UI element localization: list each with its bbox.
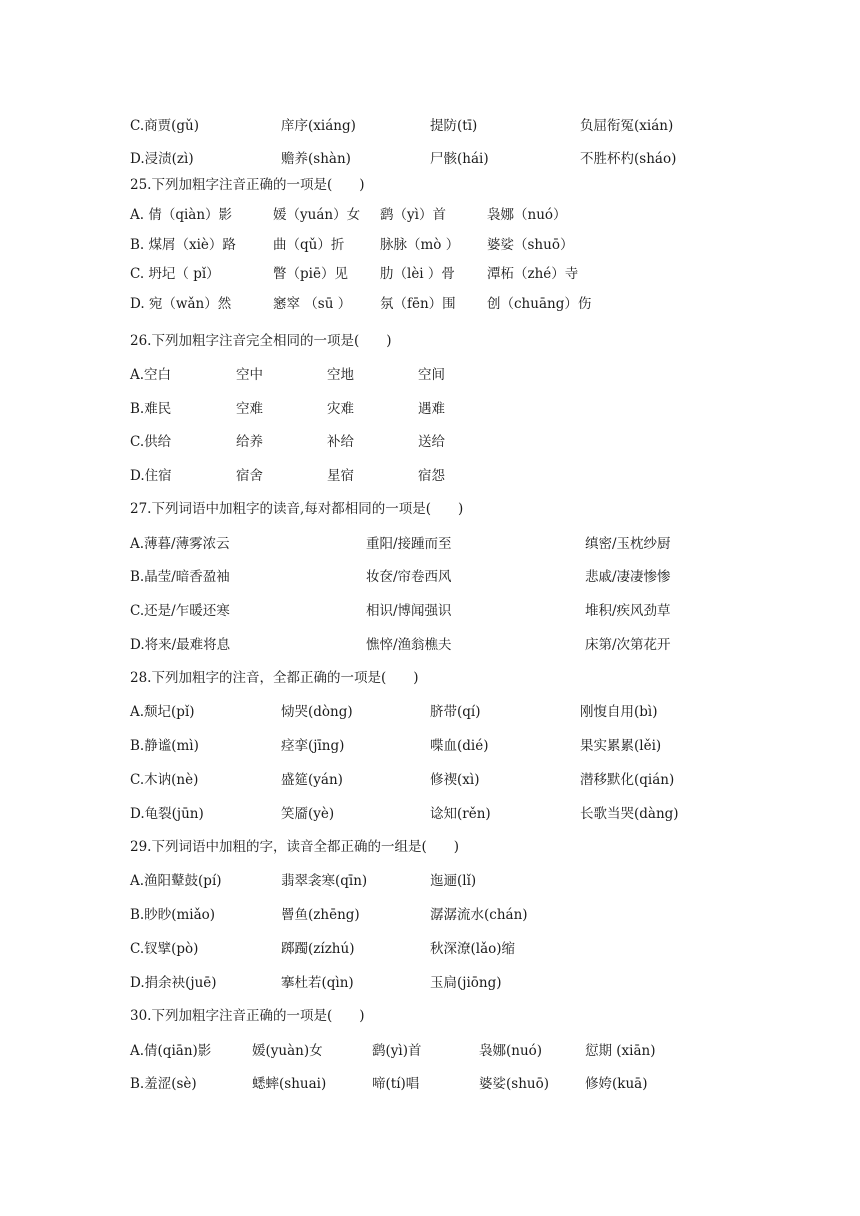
option-cell: 宿怨 bbox=[418, 468, 445, 484]
option-cell: 空难 bbox=[236, 401, 263, 417]
option-cell: 窸窣 （sū ） bbox=[273, 296, 352, 312]
option-cell: 恸哭(dòng) bbox=[281, 704, 353, 720]
option-cell: 鹞(yì)首 bbox=[372, 1043, 422, 1059]
option-cell: 肋（lèi ）骨 bbox=[380, 266, 455, 282]
option-cell: 妆奁/帘卷西风 bbox=[366, 569, 452, 585]
option-cell: 赡养(shàn) bbox=[281, 151, 351, 167]
question-stem: 25.下列加粗字注音正确的一项是( ) bbox=[130, 177, 365, 193]
option-cell: 袅娜(nuó) bbox=[479, 1043, 543, 1059]
option-cell: 痉挛(jīng) bbox=[281, 738, 345, 754]
question-stem: 26.下列加粗字注音完全相同的一项是( ) bbox=[130, 333, 392, 349]
option-cell: 婆娑（shuō） bbox=[487, 237, 574, 253]
option-cell: C.钗擘(pò) bbox=[130, 941, 199, 957]
option-cell: 玉扃(jiōng) bbox=[430, 975, 502, 991]
option-cell: 脐带(qí) bbox=[430, 704, 481, 720]
option-cell: 媛（yuán）女 bbox=[273, 207, 361, 223]
option-cell: 秋深潦(lǎo)缩 bbox=[430, 941, 516, 957]
option-cell: 长歌当哭(dàng) bbox=[580, 806, 679, 822]
option-cell: D.将来/最难将息 bbox=[130, 637, 231, 653]
option-cell: 空中 bbox=[236, 367, 263, 383]
option-cell: C.木讷(nè) bbox=[130, 772, 199, 788]
option-cell: A.薄暮/薄雾浓云 bbox=[130, 536, 230, 552]
option-cell: 罾鱼(zhēng) bbox=[281, 907, 360, 923]
option-cell: A.颓圮(pǐ) bbox=[130, 704, 195, 720]
option-cell: 庠序(xiáng) bbox=[281, 118, 356, 134]
option-cell: 遇难 bbox=[418, 401, 445, 417]
option-cell: A. 倩（qiàn）影 bbox=[130, 207, 233, 223]
question-stem: 27.下列词语中加粗字的读音,每对都相同的一项是( ) bbox=[130, 501, 464, 517]
option-cell: 尸骸(hái) bbox=[430, 151, 489, 167]
option-cell: 憔悴/渔翁樵夫 bbox=[366, 637, 452, 653]
option-cell: 翡翠衾寒(qīn) bbox=[281, 873, 368, 889]
option-cell: 送给 bbox=[418, 434, 445, 450]
option-cell: 不胜杯杓(sháo) bbox=[580, 151, 677, 167]
option-cell: 搴杜若(qìn) bbox=[281, 975, 354, 991]
option-cell: 刚愎自用(bì) bbox=[580, 704, 658, 720]
option-cell: 星宿 bbox=[327, 468, 354, 484]
option-cell: 负屈衔冤(xián) bbox=[580, 118, 674, 134]
option-cell: 缜密/玉枕纱厨 bbox=[585, 536, 671, 552]
option-cell: 鹞（yì）首 bbox=[380, 207, 446, 223]
option-a-cell: D.浸渍(zì) bbox=[130, 151, 194, 167]
option-cell: D. 宛（wǎn）然 bbox=[130, 296, 232, 312]
option-cell: B.羞涩(sè) bbox=[130, 1076, 197, 1092]
option-cell: D.住宿 bbox=[130, 468, 172, 484]
question-stem: 28.下列加粗字的注音，全都正确的一项是( ) bbox=[130, 670, 419, 686]
option-cell: 蟋蟀(shuai) bbox=[252, 1076, 327, 1092]
option-cell: B.静谧(mì) bbox=[130, 738, 199, 754]
option-cell: 婆娑(shuō) bbox=[479, 1076, 549, 1092]
option-cell: A.渔阳鼙鼓(pí) bbox=[130, 873, 222, 889]
option-cell: 喋血(dié) bbox=[430, 738, 489, 754]
option-cell: 修姱(kuā) bbox=[585, 1076, 648, 1092]
option-cell: 袅娜（nuó） bbox=[487, 207, 567, 223]
option-cell: C.还是/乍暖还寒 bbox=[130, 603, 230, 619]
option-cell: 媛(yuàn)女 bbox=[252, 1043, 323, 1059]
option-cell: A.倩(qiān)影 bbox=[130, 1043, 212, 1059]
option-cell: 给养 bbox=[236, 434, 263, 450]
option-cell: 果实累累(lěi) bbox=[580, 738, 662, 754]
option-cell: 迤逦(lǐ) bbox=[430, 873, 477, 889]
option-cell: C. 坍圮（ pǐ） bbox=[130, 266, 220, 282]
option-cell: 宿舍 bbox=[236, 468, 263, 484]
option-cell: 创（chuāng）伤 bbox=[487, 296, 592, 312]
option-cell: 谂知(rěn) bbox=[430, 806, 491, 822]
option-cell: 脉脉（mò ） bbox=[380, 237, 460, 253]
option-cell: 重阳/接踵而至 bbox=[366, 536, 452, 552]
option-cell: B.晶莹/暗香盈袖 bbox=[130, 569, 230, 585]
option-cell: 悲戚/凄凄惨惨 bbox=[585, 569, 671, 585]
option-cell: 灾难 bbox=[327, 401, 354, 417]
option-cell: 瞥（piē）见 bbox=[273, 266, 348, 282]
option-cell: 笑靥(yè) bbox=[281, 806, 335, 822]
question-stem: 29.下列词语中加粗的字，读音全都正确的一组是( ) bbox=[130, 839, 460, 855]
option-cell: D.龟裂(jūn) bbox=[130, 806, 204, 822]
option-cell: 啼(tí)唱 bbox=[372, 1076, 420, 1092]
option-cell: B.眇眇(miǎo) bbox=[130, 907, 216, 923]
option-cell: 床第/次第花开 bbox=[585, 637, 671, 653]
option-cell: 相识/博闻强识 bbox=[366, 603, 452, 619]
option-cell: C.供给 bbox=[130, 434, 172, 450]
option-cell: 空地 bbox=[327, 367, 354, 383]
option-cell: B. 煤屑（xiè）路 bbox=[130, 237, 236, 253]
option-cell: 空间 bbox=[418, 367, 445, 383]
option-cell: 愆期 (xiān) bbox=[585, 1043, 656, 1059]
option-cell: 盛筵(yán) bbox=[281, 772, 343, 788]
option-cell: D.捐余袂(juē) bbox=[130, 975, 217, 991]
option-cell: 潺潺流水(chán) bbox=[430, 907, 528, 923]
option-cell: 氛（fēn）围 bbox=[380, 296, 456, 312]
option-cell: 潜移默化(qián) bbox=[580, 772, 675, 788]
option-cell: 修禊(xì) bbox=[430, 772, 480, 788]
option-cell: A.空白 bbox=[130, 367, 172, 383]
option-cell: 提防(tī) bbox=[430, 118, 478, 134]
question-stem: 30.下列加粗字注音正确的一项是( ) bbox=[130, 1008, 365, 1024]
option-cell: 曲（qǔ）折 bbox=[273, 237, 345, 253]
option-a-cell: C.商贾(gǔ) bbox=[130, 118, 200, 134]
option-cell: 踯躅(zízhú) bbox=[281, 941, 355, 957]
option-cell: 补给 bbox=[327, 434, 354, 450]
option-cell: B.难民 bbox=[130, 401, 172, 417]
option-cell: 堆积/疾风劲草 bbox=[585, 603, 671, 619]
option-cell: 潭柘（zhé）寺 bbox=[487, 266, 579, 282]
